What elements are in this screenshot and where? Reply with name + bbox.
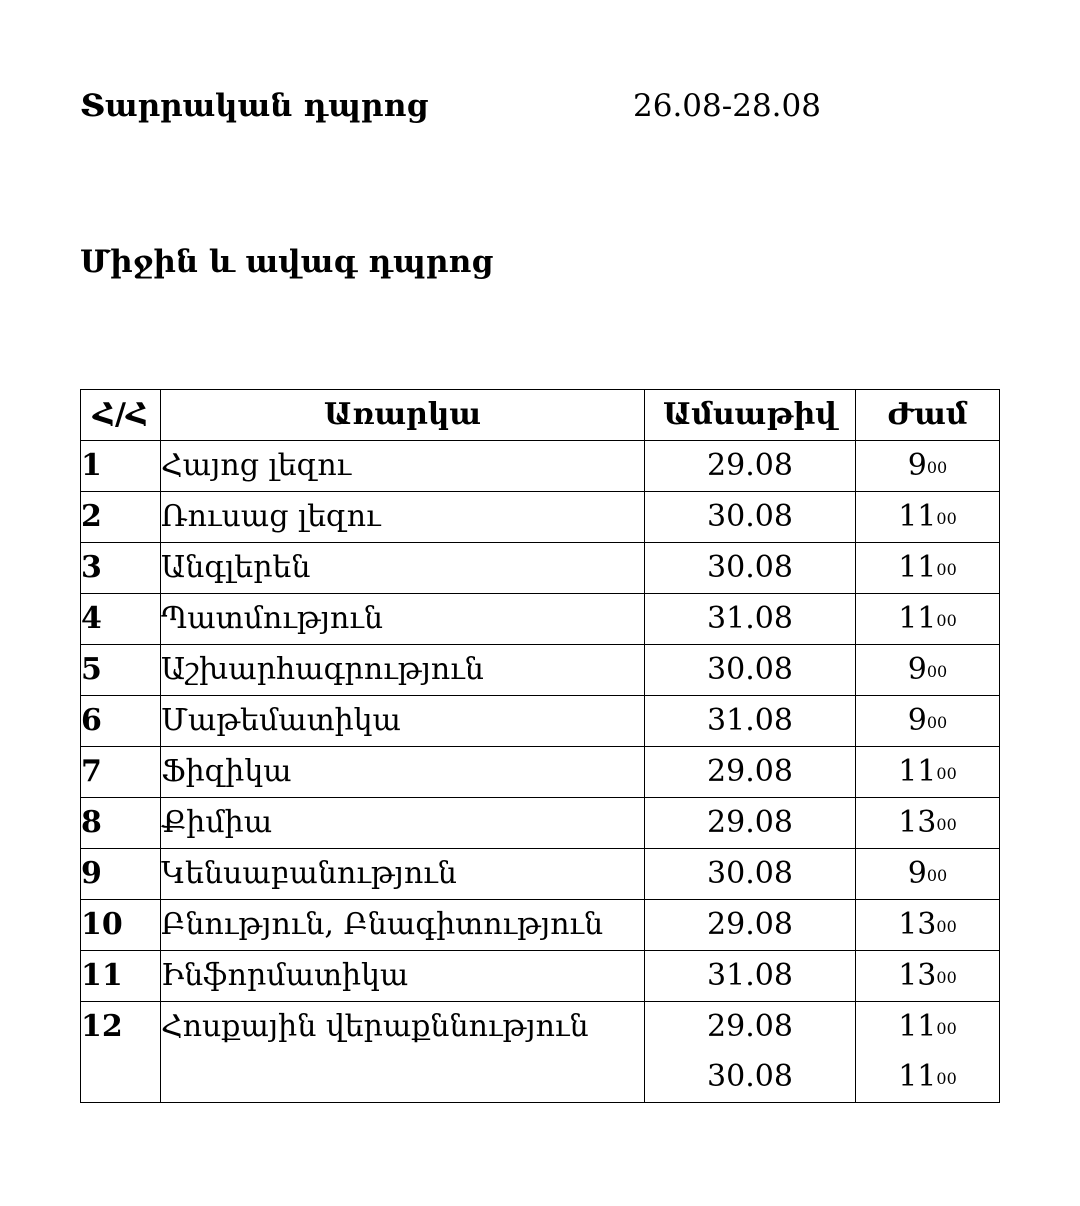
exam-date-value: 31.08 xyxy=(707,703,793,738)
exam-time xyxy=(856,951,1000,1002)
exam-date-value: 31.08 xyxy=(707,958,793,993)
table-row xyxy=(81,696,1000,747)
exam-time-hour: 9 xyxy=(907,652,927,687)
column-header-number: Հ/Հ xyxy=(81,390,161,441)
subject-name: Աշխարհագրություն xyxy=(161,645,645,696)
exam-time-minutes: 00 xyxy=(936,560,957,579)
exam-date xyxy=(645,747,856,798)
exam-date-value: 31.08 xyxy=(707,601,793,636)
exam-time xyxy=(856,747,1000,798)
exam-time-minutes: 00 xyxy=(926,713,948,732)
exam-time xyxy=(856,645,1000,696)
column-header-date: Ամսաթիվ xyxy=(645,390,856,441)
exam-time-hour: 11 xyxy=(898,499,937,534)
table-row xyxy=(81,849,1000,900)
exam-time-hour: 11 xyxy=(898,601,937,636)
exam-date-value: 29.08 xyxy=(707,448,793,483)
exam-time-value xyxy=(898,601,957,636)
subject-name: Կենսաբանություն xyxy=(161,849,645,900)
exam-time-hour: 11 xyxy=(898,550,937,585)
exam-schedule-table xyxy=(80,389,1000,1103)
subject-name: Ռուսաց լեզու xyxy=(161,492,645,543)
exam-time-minutes: 00 xyxy=(936,764,957,783)
exam-time-value xyxy=(898,805,957,840)
exam-date xyxy=(645,849,856,900)
subject-name: Քիմիա xyxy=(161,798,645,849)
exam-time-hour: 9 xyxy=(907,856,927,891)
row-number: 11 xyxy=(81,951,161,1002)
subject-name: Ֆիզիկա xyxy=(161,747,645,798)
exam-date xyxy=(645,594,856,645)
exam-date-value: 30.08 xyxy=(707,499,793,534)
table-row xyxy=(81,492,1000,543)
exam-time xyxy=(856,696,1000,747)
exam-date xyxy=(645,900,856,951)
exam-time-hour: 9 xyxy=(907,703,927,738)
exam-date xyxy=(645,441,856,492)
exam-time-value xyxy=(898,907,957,942)
table-body xyxy=(81,441,1000,1103)
exam-time-minutes: 00 xyxy=(926,662,948,681)
exam-date xyxy=(645,696,856,747)
row-number: 2 xyxy=(81,492,161,543)
exam-time-value xyxy=(898,754,957,789)
column-header-subject: Առարկա xyxy=(161,390,645,441)
exam-date-value: 29.08 xyxy=(707,907,793,942)
row-number: 3 xyxy=(81,543,161,594)
exam-date-value: 30.08 xyxy=(707,652,793,687)
table-row xyxy=(81,900,1000,951)
exam-time xyxy=(856,1002,1000,1103)
exam-time-value xyxy=(908,856,947,891)
exam-time-minutes: 00 xyxy=(936,1069,957,1088)
exam-time-value xyxy=(856,1052,999,1102)
table-row xyxy=(81,798,1000,849)
exam-time-value xyxy=(898,550,957,585)
exam-time-minutes: 00 xyxy=(936,611,957,630)
exam-date-value: 29.08 xyxy=(707,805,793,840)
exam-time-value xyxy=(908,703,947,738)
exam-time xyxy=(856,798,1000,849)
exam-date-value: 29.08 xyxy=(707,754,793,789)
row-number: 6 xyxy=(81,696,161,747)
exam-time xyxy=(856,492,1000,543)
exam-time-minutes: 00 xyxy=(926,866,948,885)
row-number: 4 xyxy=(81,594,161,645)
exam-time-minutes: 00 xyxy=(936,509,957,528)
exam-date-value: 29.08 xyxy=(707,1009,793,1044)
exam-time-hour: 13 xyxy=(898,958,937,993)
row-number: 1 xyxy=(81,441,161,492)
exam-time xyxy=(856,441,1000,492)
exam-time-minutes: 00 xyxy=(936,1019,957,1038)
row-number: 12 xyxy=(81,1002,161,1103)
exam-date xyxy=(645,1002,856,1103)
exam-time-value xyxy=(898,958,957,993)
exam-date xyxy=(645,798,856,849)
exam-date-value: 30.08 xyxy=(707,1059,793,1094)
subject-name: Անգլերեն xyxy=(161,543,645,594)
exam-time-minutes: 00 xyxy=(936,917,957,936)
subject-name: Հոսքային վերաքննություն xyxy=(161,1002,645,1103)
row-number: 8 xyxy=(81,798,161,849)
exam-time xyxy=(856,543,1000,594)
exam-time-minutes: 00 xyxy=(936,815,957,834)
column-header-time: Ժամ xyxy=(856,390,1000,441)
exam-time-minutes: 00 xyxy=(936,968,957,987)
row-number: 5 xyxy=(81,645,161,696)
table-row xyxy=(81,1002,1000,1103)
exam-time-hour: 9 xyxy=(907,448,927,483)
subject-name: Պատմություն xyxy=(161,594,645,645)
subject-name: Մաթեմատիկա xyxy=(161,696,645,747)
table-header-row xyxy=(81,390,1000,441)
exam-time xyxy=(856,594,1000,645)
exam-time-hour: 11 xyxy=(898,1009,937,1044)
exam-time xyxy=(856,900,1000,951)
date-range: 26.08-28.08 xyxy=(633,88,821,124)
exam-time-value xyxy=(898,499,957,534)
exam-time-value xyxy=(856,1002,999,1052)
exam-time xyxy=(856,849,1000,900)
exam-time-hour: 11 xyxy=(898,1059,937,1094)
table-row xyxy=(81,594,1000,645)
row-number: 9 xyxy=(81,849,161,900)
exam-time-value xyxy=(908,448,947,483)
table-row xyxy=(81,951,1000,1002)
subject-name: Հայոց լեզու xyxy=(161,441,645,492)
exam-date xyxy=(645,492,856,543)
exam-date xyxy=(645,543,856,594)
primary-school-heading: Տարրական դպրոց xyxy=(80,88,429,124)
exam-date-value: 30.08 xyxy=(707,550,793,585)
middle-high-school-heading: Միջին և ավագ դպրոց xyxy=(80,244,494,280)
exam-date xyxy=(645,645,856,696)
table-row xyxy=(81,645,1000,696)
exam-date-value: 30.08 xyxy=(707,856,793,891)
exam-date xyxy=(645,951,856,1002)
exam-time-minutes: 00 xyxy=(926,458,948,477)
subject-name: Բնություն, Բնագիտություն xyxy=(161,900,645,951)
exam-time-hour: 13 xyxy=(898,805,937,840)
table-row xyxy=(81,441,1000,492)
exam-time-value xyxy=(908,652,947,687)
exam-time-hour: 11 xyxy=(898,754,937,789)
row-number: 7 xyxy=(81,747,161,798)
row-number: 10 xyxy=(81,900,161,951)
subject-name: Ինֆորմատիկա xyxy=(161,951,645,1002)
table-row xyxy=(81,543,1000,594)
exam-time-hour: 13 xyxy=(898,907,937,942)
table-row xyxy=(81,747,1000,798)
